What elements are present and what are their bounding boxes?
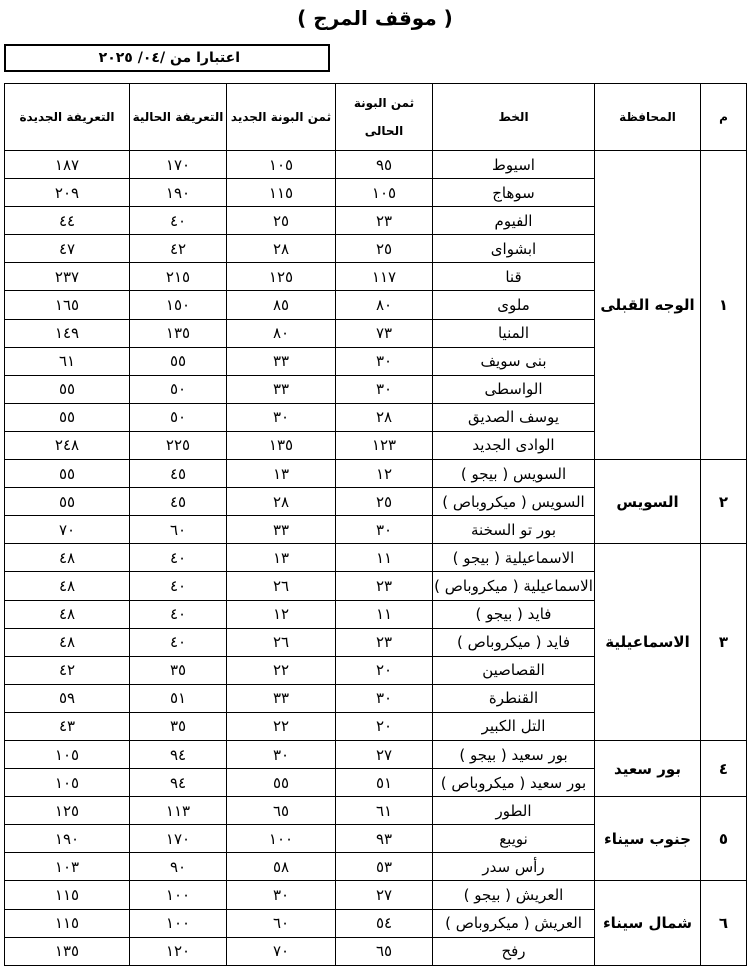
- ticket-new-cell: ١٢: [227, 600, 336, 628]
- tariff-current-cell: ١٠٠: [130, 881, 227, 909]
- table-row: [5, 544, 747, 572]
- tariff-new-cell: ١٩٠: [5, 825, 130, 853]
- ticket-current-cell: ١١٧: [336, 263, 433, 291]
- ticket-new-cell: ٣٣: [227, 347, 336, 375]
- line-name-cell: قنا: [433, 263, 595, 291]
- line-name-cell: الطور: [433, 797, 595, 825]
- line-name-cell: رفح: [433, 937, 595, 965]
- ticket-new-cell: ١٠٠: [227, 825, 336, 853]
- ticket-current-cell: ٦٥: [336, 937, 433, 965]
- tariff-new-cell: ١١٥: [5, 909, 130, 937]
- tariff-current-cell: ٢١٥: [130, 263, 227, 291]
- table-row: [5, 151, 747, 179]
- tariff-current-cell: ٥٠: [130, 375, 227, 403]
- page-title: ( موقف المرج ): [297, 6, 453, 30]
- tariff-new-cell: ٥٥: [5, 403, 130, 431]
- line-name-cell: الوادى الجديد: [433, 431, 595, 459]
- ticket-new-cell: ٣٣: [227, 684, 336, 712]
- tariff-new-cell: ١٢٥: [5, 797, 130, 825]
- ticket-new-cell: ١٣: [227, 460, 336, 488]
- ticket-current-cell: ٥٣: [336, 853, 433, 881]
- group-number: ٣: [701, 544, 747, 741]
- tariff-new-cell: ١٦٥: [5, 291, 130, 319]
- group-number: ٤: [701, 740, 747, 796]
- group-number: ١: [701, 151, 747, 460]
- tariff-current-cell: ٦٠: [130, 516, 227, 544]
- governorate-name: الاسماعيلية: [595, 544, 701, 741]
- tariff-new-cell: ٥٥: [5, 488, 130, 516]
- tariff-new-cell: ١٣٥: [5, 937, 130, 965]
- ticket-new-cell: ٦٠: [227, 909, 336, 937]
- fare-table: [4, 83, 747, 966]
- tariff-current-cell: ٥٥: [130, 347, 227, 375]
- ticket-current-cell: ٣٠: [336, 347, 433, 375]
- tariff-new-cell: ٢٠٩: [5, 179, 130, 207]
- ticket-new-cell: ٢٨: [227, 488, 336, 516]
- header-governorate: المحافظة: [595, 84, 701, 151]
- ticket-current-cell: ١٢٣: [336, 431, 433, 459]
- tariff-new-cell: ١٠٥: [5, 769, 130, 797]
- ticket-new-cell: ٧٠: [227, 937, 336, 965]
- tariff-current-cell: ٤٥: [130, 488, 227, 516]
- tariff-new-cell: ٥٥: [5, 460, 130, 488]
- ticket-current-cell: ٢٥: [336, 488, 433, 516]
- tariff-current-cell: ٣٥: [130, 712, 227, 740]
- tariff-new-cell: ١٨٧: [5, 151, 130, 179]
- line-name-cell: الفيوم: [433, 207, 595, 235]
- line-name-cell: فايد ( ميكروباص ): [433, 628, 595, 656]
- governorate-name: شمال سيناء: [595, 881, 701, 966]
- tariff-current-cell: ٤٠: [130, 628, 227, 656]
- table-row: [5, 740, 747, 768]
- ticket-new-cell: ٣٠: [227, 740, 336, 768]
- tariff-current-cell: ٤٠: [130, 600, 227, 628]
- tariff-current-cell: ٤٢: [130, 235, 227, 263]
- tariff-current-cell: ٥٠: [130, 403, 227, 431]
- line-name-cell: الواسطى: [433, 375, 595, 403]
- tariff-new-cell: ٥٥: [5, 375, 130, 403]
- ticket-new-cell: ٦٥: [227, 797, 336, 825]
- governorate-name: الوجه القبلى: [595, 151, 701, 460]
- tariff-new-cell: ٤٨: [5, 544, 130, 572]
- header-tariff-new: التعريفة الجديدة: [5, 84, 130, 151]
- line-name-cell: اسيوط: [433, 151, 595, 179]
- line-name-cell: السويس ( ميكروباص ): [433, 488, 595, 516]
- line-name-cell: التل الكبير: [433, 712, 595, 740]
- tariff-new-cell: ٤٢: [5, 656, 130, 684]
- ticket-current-cell: ٢٠: [336, 656, 433, 684]
- ticket-current-cell: ٢٠: [336, 712, 433, 740]
- header-m: م: [701, 84, 747, 151]
- header-line: الخط: [433, 84, 595, 151]
- tariff-current-cell: ٢٢٥: [130, 431, 227, 459]
- ticket-new-cell: ٥٨: [227, 853, 336, 881]
- tariff-new-cell: ٤٨: [5, 572, 130, 600]
- header-tariff-current: التعريفة الحالية: [130, 84, 227, 151]
- ticket-new-cell: ١٣٥: [227, 431, 336, 459]
- table-body: [5, 151, 747, 966]
- line-name-cell: يوسف الصديق: [433, 403, 595, 431]
- tariff-current-cell: ٣٥: [130, 656, 227, 684]
- ticket-new-cell: ٢٨: [227, 235, 336, 263]
- line-name-cell: نويبع: [433, 825, 595, 853]
- ticket-current-cell: ٢٨: [336, 403, 433, 431]
- ticket-current-cell: ١١: [336, 600, 433, 628]
- ticket-new-cell: ٣٠: [227, 403, 336, 431]
- governorate-name: جنوب سيناء: [595, 797, 701, 881]
- ticket-new-cell: ٨٠: [227, 319, 336, 347]
- tariff-current-cell: ١٣٥: [130, 319, 227, 347]
- tariff-new-cell: ٤٨: [5, 600, 130, 628]
- ticket-current-cell: ٢٧: [336, 881, 433, 909]
- tariff-current-cell: ١٧٠: [130, 151, 227, 179]
- ticket-new-cell: ٢٥: [227, 207, 336, 235]
- ticket-current-cell: ٢٣: [336, 207, 433, 235]
- tariff-new-cell: ٢٣٧: [5, 263, 130, 291]
- line-name-cell: القنطرة: [433, 684, 595, 712]
- line-name-cell: السويس ( بيجو ): [433, 460, 595, 488]
- line-name-cell: بور سعيد ( ميكروباص ): [433, 769, 595, 797]
- line-name-cell: العريش ( بيجو ): [433, 881, 595, 909]
- tariff-current-cell: ١٥٠: [130, 291, 227, 319]
- effective-date: اعتبارا من /٠٤/ ٢٠٢٥: [4, 44, 330, 72]
- ticket-current-cell: ١٢: [336, 460, 433, 488]
- tariff-current-cell: ١٢٠: [130, 937, 227, 965]
- line-name-cell: الاسماعيلية ( بيجو ): [433, 544, 595, 572]
- ticket-current-cell: ٣٠: [336, 516, 433, 544]
- ticket-new-cell: ٢٦: [227, 628, 336, 656]
- table-row: [5, 460, 747, 488]
- tariff-current-cell: ١٧٠: [130, 825, 227, 853]
- ticket-new-cell: ١٠٥: [227, 151, 336, 179]
- ticket-current-cell: ٢٥: [336, 235, 433, 263]
- ticket-current-cell: ٥٤: [336, 909, 433, 937]
- line-name-cell: بور تو السخنة: [433, 516, 595, 544]
- tariff-new-cell: ٤٣: [5, 712, 130, 740]
- line-name-cell: المنيا: [433, 319, 595, 347]
- tariff-current-cell: ٩٠: [130, 853, 227, 881]
- group-number: ٢: [701, 460, 747, 544]
- ticket-new-cell: ٣٠: [227, 881, 336, 909]
- tariff-new-cell: ١١٥: [5, 881, 130, 909]
- tariff-current-cell: ١٠٠: [130, 909, 227, 937]
- tariff-new-cell: ٤٧: [5, 235, 130, 263]
- ticket-current-cell: ٨٠: [336, 291, 433, 319]
- table-row: [5, 881, 747, 909]
- line-name-cell: العريش ( ميكروباص ): [433, 909, 595, 937]
- ticket-new-cell: ٢٢: [227, 656, 336, 684]
- ticket-current-cell: ٩٣: [336, 825, 433, 853]
- tariff-current-cell: ٤٠: [130, 207, 227, 235]
- line-name-cell: سوهاج: [433, 179, 595, 207]
- tariff-new-cell: ١٠٣: [5, 853, 130, 881]
- governorate-name: بور سعيد: [595, 740, 701, 796]
- tariff-new-cell: ٤٤: [5, 207, 130, 235]
- tariff-new-cell: ١٠٥: [5, 740, 130, 768]
- ticket-current-cell: ١١: [336, 544, 433, 572]
- tariff-new-cell: ٥٩: [5, 684, 130, 712]
- line-name-cell: ابشواى: [433, 235, 595, 263]
- ticket-new-cell: ٨٥: [227, 291, 336, 319]
- ticket-new-cell: ١٣: [227, 544, 336, 572]
- header-ticket-new: ثمن البونة الجديد: [227, 84, 336, 151]
- table-row: [5, 797, 747, 825]
- ticket-current-cell: ٧٣: [336, 319, 433, 347]
- tariff-new-cell: ٧٠: [5, 516, 130, 544]
- ticket-current-cell: ٣٠: [336, 375, 433, 403]
- group-number: ٥: [701, 797, 747, 881]
- ticket-new-cell: ٢٦: [227, 572, 336, 600]
- ticket-new-cell: ٢٢: [227, 712, 336, 740]
- governorate-name: السويس: [595, 460, 701, 544]
- tariff-new-cell: ١٤٩: [5, 319, 130, 347]
- line-name-cell: الاسماعيلية ( ميكروباص ): [433, 572, 595, 600]
- ticket-new-cell: ١٢٥: [227, 263, 336, 291]
- ticket-new-cell: ١١٥: [227, 179, 336, 207]
- tariff-new-cell: ٤٨: [5, 628, 130, 656]
- tariff-current-cell: ٩٤: [130, 769, 227, 797]
- ticket-new-cell: ٣٣: [227, 375, 336, 403]
- ticket-current-cell: ٩٥: [336, 151, 433, 179]
- ticket-current-cell: ٢٧: [336, 740, 433, 768]
- tariff-current-cell: ١١٣: [130, 797, 227, 825]
- ticket-current-cell: ٢٣: [336, 628, 433, 656]
- header-ticket-current: ثمن البونة الحالى: [336, 84, 433, 151]
- ticket-new-cell: ٥٥: [227, 769, 336, 797]
- tariff-current-cell: ٤٥: [130, 460, 227, 488]
- ticket-current-cell: ٥١: [336, 769, 433, 797]
- table-header-row: [5, 84, 747, 151]
- ticket-current-cell: ٦١: [336, 797, 433, 825]
- line-name-cell: فايد ( بيجو ): [433, 600, 595, 628]
- tariff-current-cell: ٩٤: [130, 740, 227, 768]
- line-name-cell: رأس سدر: [433, 853, 595, 881]
- line-name-cell: بور سعيد ( بيجو ): [433, 740, 595, 768]
- ticket-current-cell: ٢٣: [336, 572, 433, 600]
- tariff-current-cell: ١٩٠: [130, 179, 227, 207]
- line-name-cell: بنى سويف: [433, 347, 595, 375]
- group-number: ٦: [701, 881, 747, 966]
- ticket-new-cell: ٣٣: [227, 516, 336, 544]
- tariff-new-cell: ٢٤٨: [5, 431, 130, 459]
- line-name-cell: ملوى: [433, 291, 595, 319]
- tariff-current-cell: ٥١: [130, 684, 227, 712]
- tariff-current-cell: ٤٠: [130, 544, 227, 572]
- ticket-current-cell: ٣٠: [336, 684, 433, 712]
- tariff-current-cell: ٤٠: [130, 572, 227, 600]
- ticket-current-cell: ١٠٥: [336, 179, 433, 207]
- tariff-new-cell: ٦١: [5, 347, 130, 375]
- line-name-cell: القصاصين: [433, 656, 595, 684]
